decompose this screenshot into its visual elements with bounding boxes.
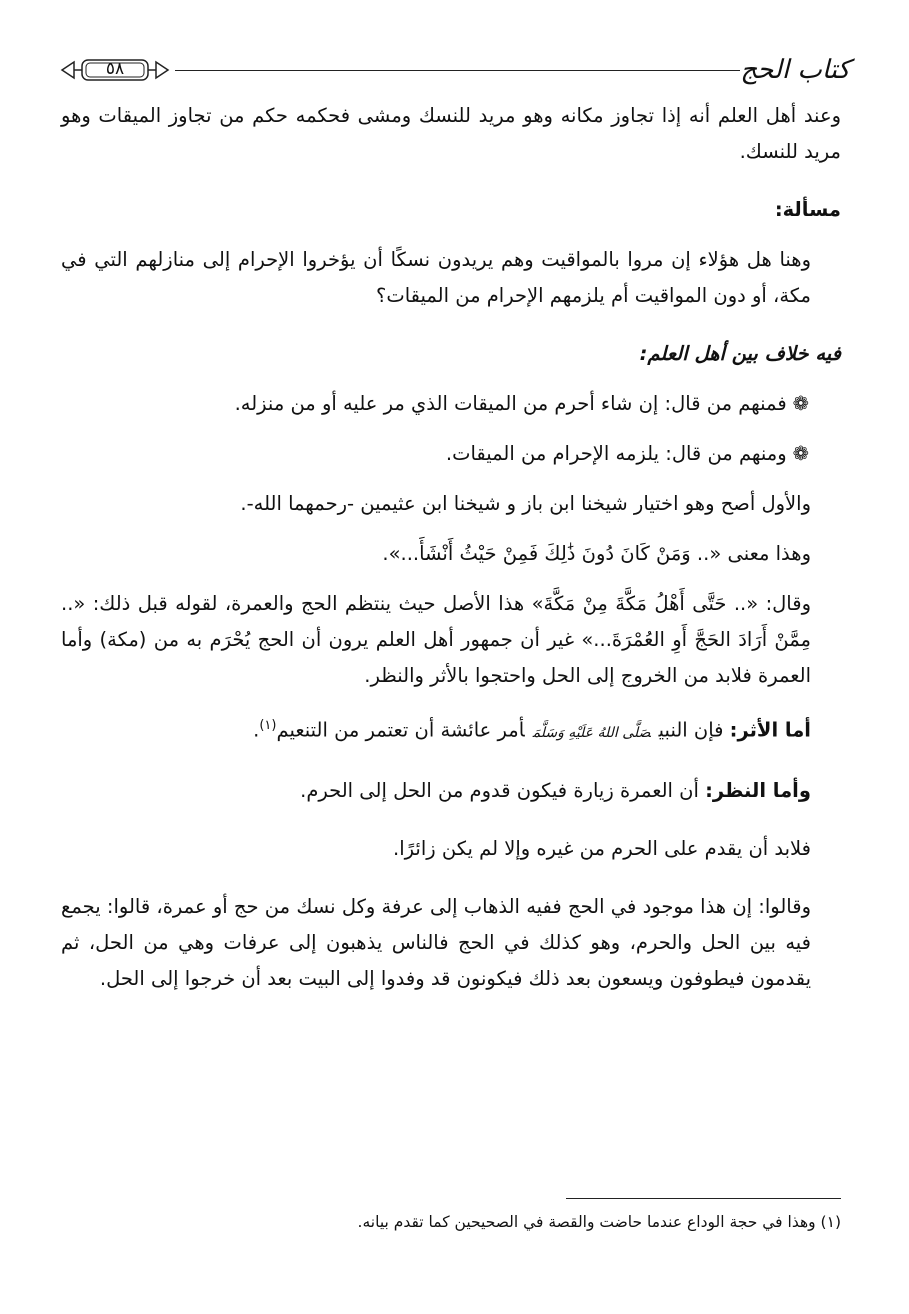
heading-mas-ala: مسألة: (774, 198, 841, 221)
athar-end: . (253, 718, 260, 742)
honorific-text: صَلَّى اللهُ عَلَيْهِ وَسَلَّمَ (532, 724, 651, 741)
athar-lead: أما الأثر: (729, 718, 811, 742)
paragraph-nazar (61, 773, 841, 809)
paragraph-athar (61, 708, 841, 751)
bullet-item-1 (61, 386, 841, 422)
footnote: (١) وهذا في حجة الوداع عندما حاضت والقصة في الصحيحين كما تقدم بيانه. (357, 1213, 841, 1231)
nazar-lead: وأما النظر: (705, 778, 811, 802)
paragraph-4: وهذا معنى «.. وَمَنْ كَانَ دُونَ ذَٰلِكَ فَمِنْ حَيْثُ أَنْشَأَ...». (382, 542, 811, 565)
bullet-item-2 (61, 436, 841, 472)
heading-khilaf: فيه خلاف بين أهل العلم: (639, 342, 841, 365)
paragraph-1: وعند أهل العلم أنه إذا تجاوز مكانه وهو مريد للنسك ومشى فحكمه حكم من تجاوز الميقات وهو مريد للنسك. (61, 104, 841, 163)
paragraph-7: وقالوا: إن هذا موجود في الحج ففيه الذهاب إلى عرفة وكل نسك من حج أو عمرة، قالوا: يجمع فيه بين الحل والحرم، وهو كذلك في الحج فالناس يذهبون إلى عرفات وهي من الحل، ثم يقدمون فيطوفون ويسعون بعد ذلك فيكونون قد وفدوا إلى البيت بعد أن خرجوا إلى الحل. (61, 894, 811, 990)
footnote-reference[interactable]: (١) (259, 718, 277, 733)
page-number: ٥٨ (105, 59, 125, 79)
paragraph-3: والأول أصح وهو اختيار شيخنا ابن باز و شيخنا ابن عثيمين -رحمهما الله-. (240, 492, 811, 515)
nazar-text: أن العمرة زيارة فيكون قدوم من الحل إلى الحرم. (300, 778, 699, 802)
footnote-divider (566, 1198, 841, 1199)
book-title: كتاب الحج (740, 55, 850, 85)
paragraph-5: وقال: «.. حَتَّى أَهْلُ مَكَّةَ مِنْ مَكَّةَ» هذا الأصل حيث ينتظم الحج والعمرة، لقوله قبل ذلك: «.. مِمَّنْ أَرَادَ الحَجَّ أَوِ العُمْرَةَ...» غير أن جمهور أهل العلم يرون أن الحج يُحْرَم به من (مكة) وأما العمرة فلابد من الخروج إلى الحل واحتجوا بالأثر والنظر. (61, 592, 811, 687)
main-text (61, 98, 841, 997)
page-header (60, 50, 850, 94)
bullet-flower-icon: ❁ (792, 392, 809, 415)
athar-text-a: فإن النبي (658, 718, 724, 742)
header-rule (175, 70, 740, 71)
paragraph-6: فلابد أن يقدم على الحرم من غيره وإلا لم يكن زائرًا. (393, 836, 811, 860)
page-number-frame (60, 56, 170, 84)
bullet-item-1-text: فمنهم من قال: إن شاء أحرم من الميقات الذي مر عليه أو من منزله. (234, 392, 787, 415)
bullet-item-2-text: ومنهم من قال: يلزمه الإحرام من الميقات. (445, 442, 787, 465)
bullet-flower-icon: ❁ (792, 442, 809, 465)
paragraph-2: وهنا هل هؤلاء إن مروا بالمواقيت وهم يريدون نسكًا أن يؤخروا الإحرام إلى منازلهم التي في مكة، أو دون المواقيت أم يلزمهم الإحرام من الميقات؟ (61, 248, 811, 307)
athar-text-b: أمر عائشة أن تعتمر من التنعيم (276, 718, 525, 742)
